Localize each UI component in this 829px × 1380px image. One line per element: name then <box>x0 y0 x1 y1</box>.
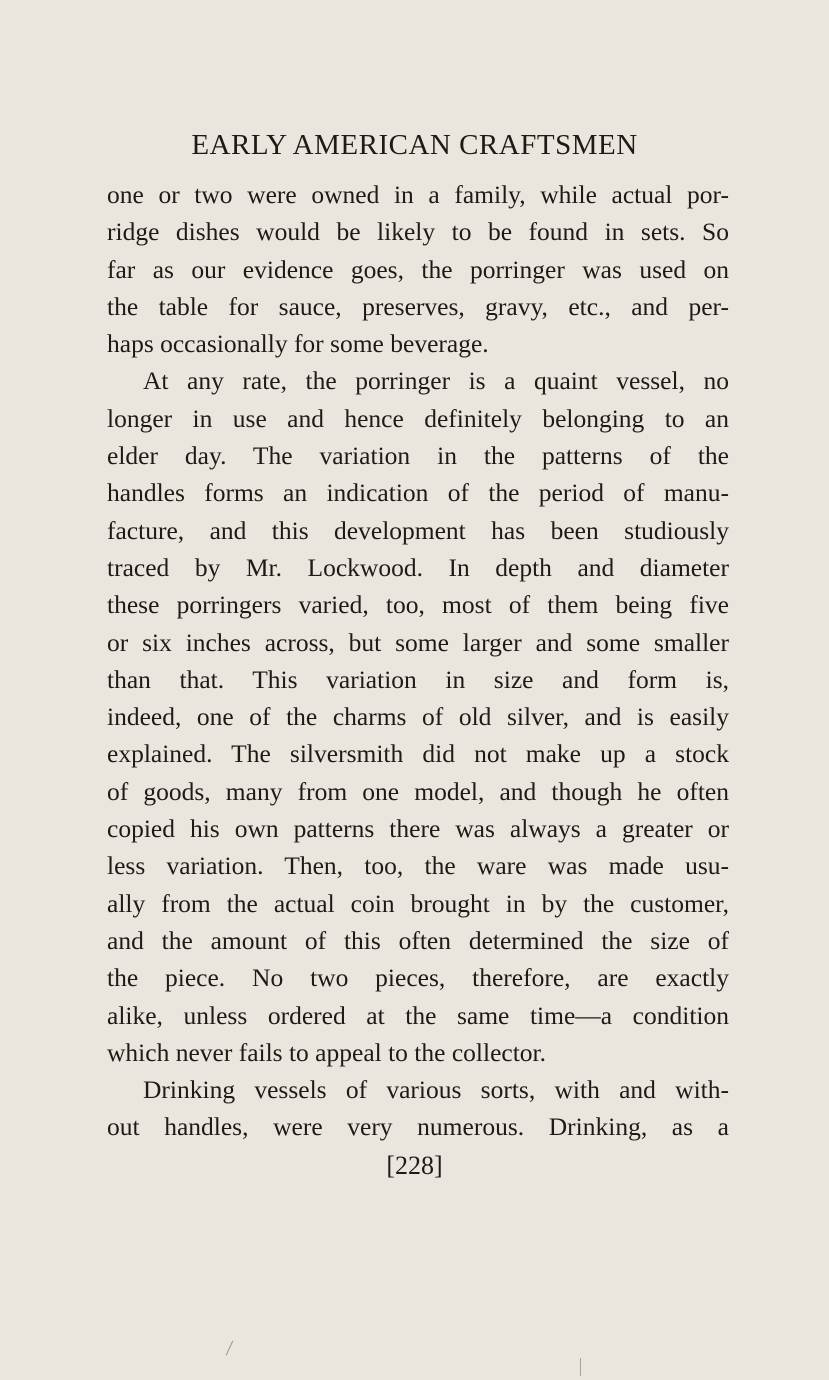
text-line: Drinking vessels of various sorts, with and with- <box>143 1075 729 1105</box>
text-line: one or two were owned in a family, while actual por- <box>107 180 729 209</box>
text-line: elder day. The variation in the patterns of the <box>107 441 729 471</box>
text-line: haps occasionally for some beverage. <box>107 329 489 359</box>
text-line: copied his own patterns there was always a greater or <box>107 814 729 844</box>
text-line: of goods, many from one model, and though he often <box>107 776 729 806</box>
text-line: out handles, were very numerous. Drinking, as a <box>107 1112 729 1142</box>
text-line: far as our evidence goes, the porringer was used on <box>107 254 729 284</box>
text-line: indeed, one of the charms of old silver, and is easily <box>107 702 729 732</box>
text-line: or six inches across, but some larger and some smaller <box>107 627 729 657</box>
text-line: than that. This variation in size and form is, <box>107 664 729 694</box>
running-title: EARLY AMERICAN CRAFTSMEN <box>191 129 638 161</box>
paper-blemish <box>226 1341 234 1356</box>
text-line: facture, and this development has been studiously <box>107 515 729 545</box>
text-line: handles forms an indication of the period of manu- <box>107 478 729 508</box>
text-line: these porringers varied, too, most of them being five <box>107 590 729 620</box>
text-line: the table for sauce, preserves, gravy, etc., and per- <box>107 291 729 321</box>
text-line: explained. The silversmith did not make up a stock <box>107 739 729 769</box>
body-text <box>107 176 729 1146</box>
text-line: longer in use and hence definitely belonging to an <box>107 403 729 433</box>
paper-blemish <box>580 1358 581 1376</box>
text-line: ally from the actual coin brought in by the customer, <box>107 888 729 918</box>
text-line: ridge dishes would be likely to be found in sets. So <box>107 217 729 247</box>
text-line: which never fails to appeal to the collector. <box>107 1037 547 1067</box>
text-line: less variation. Then, too, the ware was made usu- <box>107 851 729 881</box>
text-line: and the amount of this often determined the size of <box>107 925 729 955</box>
text-line: traced by Mr. Lockwood. In depth and diameter <box>107 552 729 582</box>
text-line: alike, unless ordered at the same time—a condition <box>107 1000 729 1030</box>
text-line: At any rate, the porringer is a quaint vessel, no <box>143 366 729 396</box>
page-number: [228] <box>386 1151 443 1180</box>
text-line: the piece. No two pieces, therefore, are exactly <box>107 963 729 993</box>
